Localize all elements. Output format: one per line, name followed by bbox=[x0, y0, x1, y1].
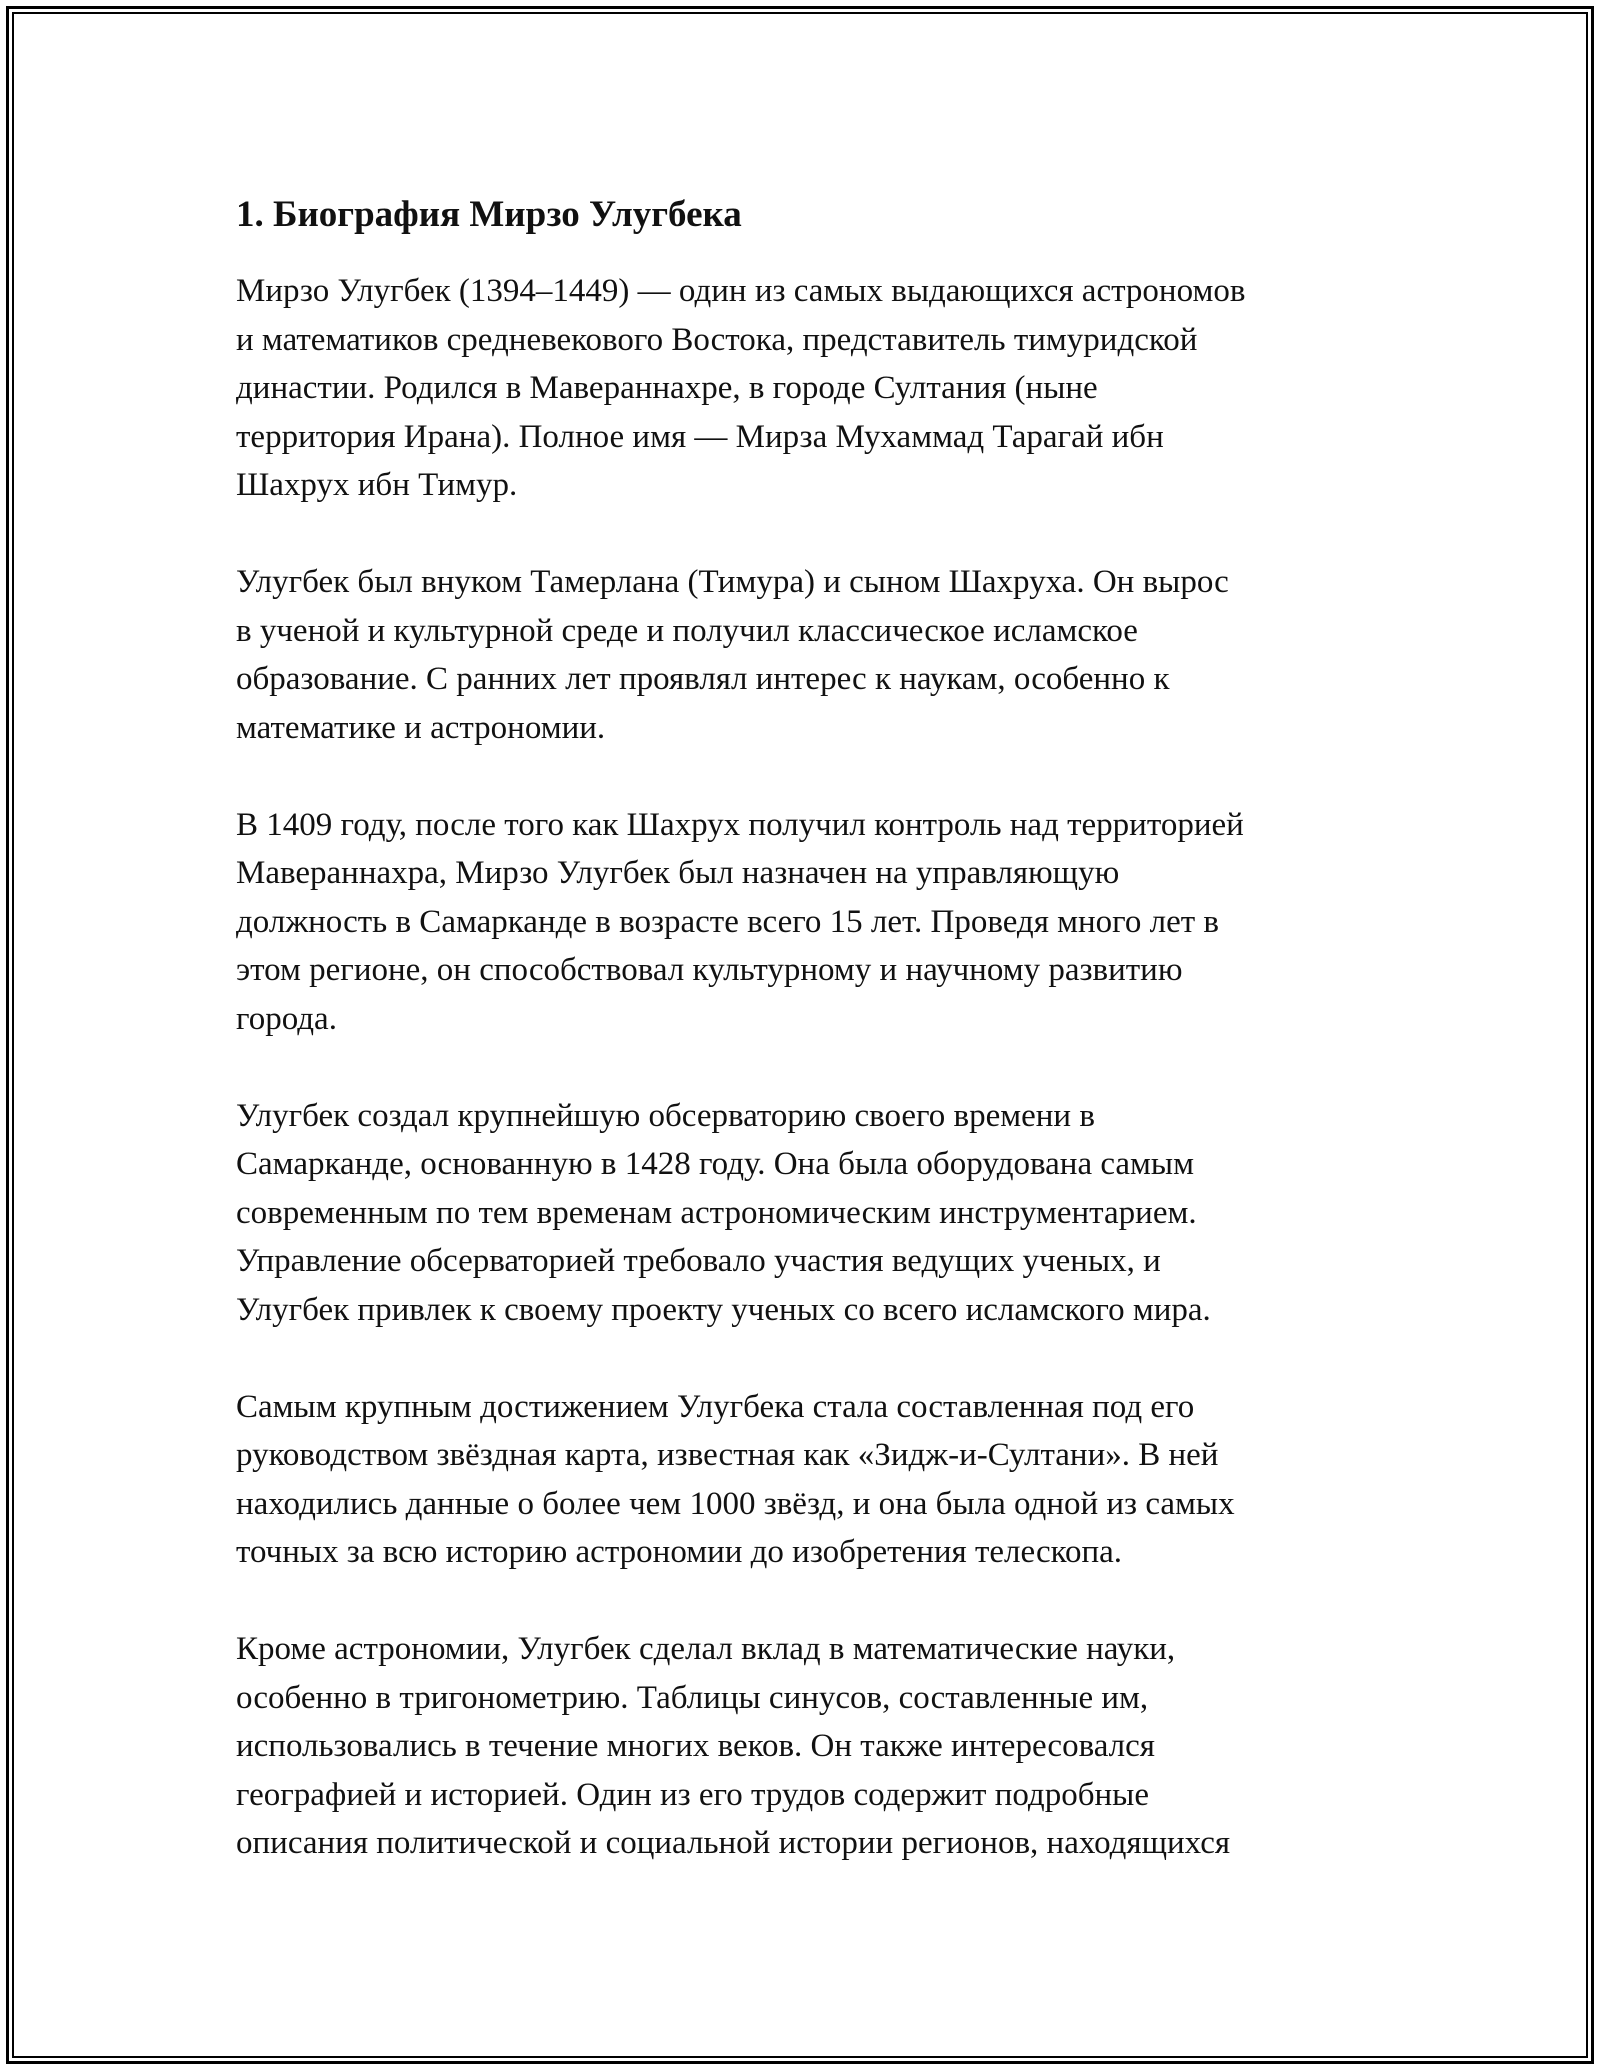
paragraph-4 bbox=[236, 1092, 1376, 1335]
paragraph-3 bbox=[236, 801, 1376, 1044]
paragraph-line: точных за всю историю астрономии до изобретения телескопа. bbox=[236, 1534, 1123, 1570]
paragraph-line: современным по тем временам астрономическим инструментарием. bbox=[236, 1194, 1197, 1231]
paragraph-line: территория Ирана). Полное имя — Мирза Мухаммад Тарагай ибн bbox=[236, 418, 1164, 455]
paragraph-line: Улугбек привлек к своему проекту ученых со всего исламского мира. bbox=[236, 1291, 1211, 1328]
paragraph-1 bbox=[236, 267, 1376, 510]
paragraph-line: Улугбек был внуком Тамерлана (Тимура) и сыном Шахруха. Он вырос bbox=[236, 564, 1229, 600]
document-body bbox=[236, 185, 1376, 1916]
paragraph-line: Кроме астрономии, Улугбек сделал вклад в математические науки, bbox=[236, 1631, 1176, 1667]
paragraph-line: Самым крупным достижением Улугбека стала составленная под его bbox=[236, 1388, 1195, 1425]
paragraph-line: особенно в тригонометрию. Таблицы синусов, составленные им, bbox=[236, 1679, 1149, 1716]
paragraph-line: этом регионе, он способствовал культурному и научному развитию bbox=[236, 952, 1183, 988]
paragraph-line: Управление обсерваторией требовало участия ведущих ученых, и bbox=[236, 1243, 1161, 1279]
paragraph-line: Улугбек создал крупнейшую обсерваторию своего времени в bbox=[236, 1097, 1095, 1134]
paragraph-line: находились данные о более чем 1000 звёзд, и она была одной из самых bbox=[236, 1485, 1235, 1522]
section-heading: 1. Биография Мирзо Улугбека bbox=[236, 194, 742, 235]
paragraph-line: географией и историей. Один из его трудов содержит подробные bbox=[236, 1776, 1149, 1813]
paragraph-line: Мавераннахра, Мирзо Улугбек был назначен на управляющую bbox=[236, 855, 1120, 891]
paragraph-line: и математиков средневекового Востока, представитель тимуридской bbox=[236, 321, 1198, 358]
paragraph-6 bbox=[236, 1625, 1376, 1868]
paragraph-line: династии. Родился в Мавераннахре, в городе Султания (ныне bbox=[236, 370, 1098, 406]
paragraph-line: образование. С ранних лет проявлял интерес к наукам, особенно к bbox=[236, 661, 1170, 697]
paragraph-line: в ученой и культурной среде и получил классическое исламское bbox=[236, 612, 1138, 649]
paragraph-line: города. bbox=[236, 1000, 337, 1037]
paragraph-5 bbox=[236, 1383, 1376, 1577]
paragraph-2 bbox=[236, 558, 1376, 752]
paragraph-line: Шахрух ибн Тимур. bbox=[236, 467, 518, 503]
paragraph-line: должность в Самарканде в возрасте всего 15 лет. Проведя много лет в bbox=[236, 903, 1220, 940]
paragraph-line: Самарканде, основанную в 1428 году. Она была оборудована самым bbox=[236, 1146, 1194, 1182]
paragraph-line: описания политической и социальной истории регионов, находящихся bbox=[236, 1825, 1231, 1861]
paragraph-line: Мирзо Улугбек (1394–1449) — один из самых выдающихся астрономов bbox=[236, 273, 1246, 309]
paragraph-line: руководством звёздная карта, известная как «Зидж-и-Султани». В ней bbox=[236, 1437, 1219, 1473]
paragraph-line: математике и астрономии. bbox=[236, 709, 606, 746]
paragraph-line: использовались в течение многих веков. Он также интересовался bbox=[236, 1728, 1155, 1764]
paragraph-line: В 1409 году, после того как Шахрух получил контроль над территорией bbox=[236, 806, 1244, 843]
